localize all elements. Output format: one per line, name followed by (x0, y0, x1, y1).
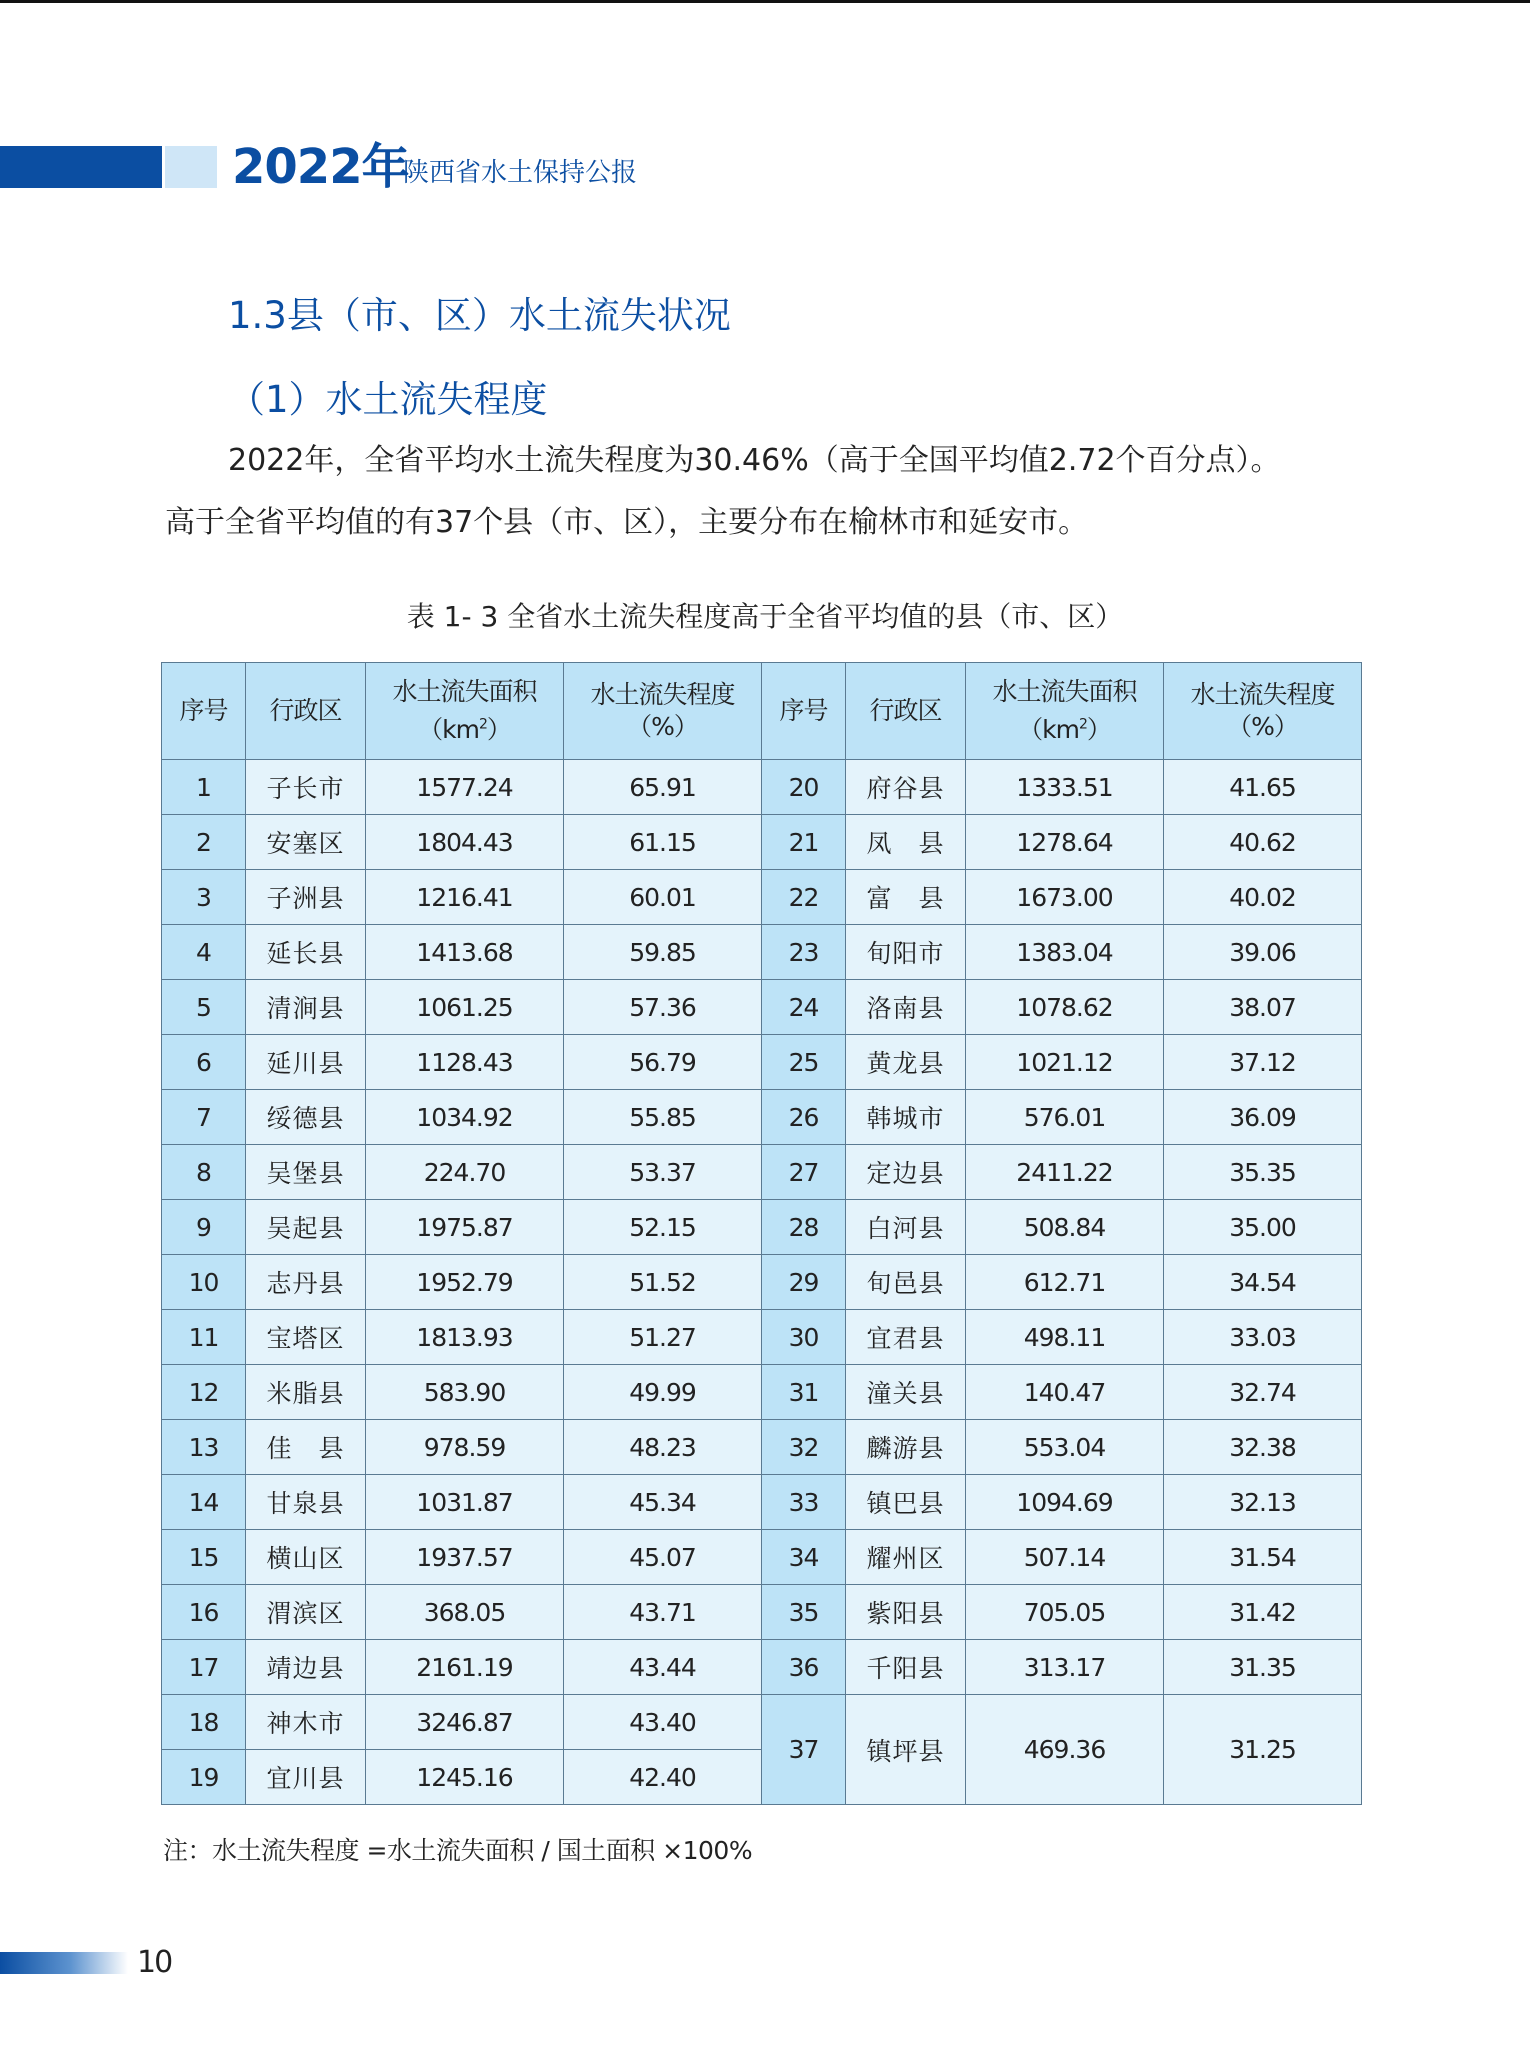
cell-seq: 16 (162, 1585, 246, 1640)
cell-region: 耀州区 (846, 1530, 966, 1585)
cell-region: 吴起县 (246, 1200, 366, 1255)
paragraph-line-2: 高于全省平均值的有37个县（市、区），主要分布在榆林市和延安市。 (165, 505, 1089, 540)
cell-region: 延长县 (246, 925, 366, 980)
cell-seq: 2 (162, 815, 246, 870)
cell-region: 洛南县 (846, 980, 966, 1035)
table-row (162, 1640, 1362, 1695)
cell-degree: 45.07 (564, 1530, 762, 1585)
header-area-unit: $(km^2)$ (418, 714, 511, 744)
cell-degree: 49.99 (564, 1365, 762, 1420)
cell-region: 佳 县 (246, 1420, 366, 1475)
table-row (162, 760, 1362, 815)
cell-seq: 27 (762, 1145, 846, 1200)
section-heading: 1.3县（市、区）水土流失状况 (228, 294, 731, 337)
cell-region: 子长市 (246, 760, 366, 815)
cell-area: 1577.24 (366, 760, 564, 815)
cell-degree: 33.03 (1164, 1310, 1362, 1365)
cell-area: 1021.12 (966, 1035, 1164, 1090)
cell-region: 定边县 (846, 1145, 966, 1200)
cell-seq: 10 (162, 1255, 246, 1310)
cell-degree: 43.44 (564, 1640, 762, 1695)
header-seq: 序号 (162, 663, 246, 760)
cell-degree: 61.15 (564, 815, 762, 870)
cell-degree: 53.37 (564, 1145, 762, 1200)
table-header-row (162, 663, 1362, 760)
cell-degree: 37.12 (1164, 1035, 1362, 1090)
cell-seq: 21 (762, 815, 846, 870)
paragraph-line-1: 2022年，全省平均水土流失程度为30.46%（高于全国平均值2.72个百分点）。 (228, 443, 1281, 478)
page-number: 10 (137, 1945, 172, 1980)
cell-area: 3246.87 (366, 1695, 564, 1750)
cell-seq: 24 (762, 980, 846, 1035)
cell-seq: 17 (162, 1640, 246, 1695)
cell-area: 1952.79 (366, 1255, 564, 1310)
cell-region: 神木市 (246, 1695, 366, 1750)
cell-region: 韩城市 (846, 1090, 966, 1145)
header-region: 行政区 (246, 663, 366, 760)
cell-degree: 31.54 (1164, 1530, 1362, 1585)
table-row (162, 1585, 1362, 1640)
cell-seq: 31 (762, 1365, 846, 1420)
cell-area: 508.84 (966, 1200, 1164, 1255)
cell-region: 潼关县 (846, 1365, 966, 1420)
cell-seq: 7 (162, 1090, 246, 1145)
cell-region: 府谷县 (846, 760, 966, 815)
header-band-light (165, 146, 217, 188)
table-row (162, 1090, 1362, 1145)
table-note: 注：水土流失程度 =水土流失面积 / 国土面积 ×100% (163, 1836, 753, 1865)
cell-area: 576.01 (966, 1090, 1164, 1145)
cell-area: 1078.62 (966, 980, 1164, 1035)
cell-region: 凤 县 (846, 815, 966, 870)
cell-area: 1278.64 (966, 815, 1164, 870)
cell-seq: 36 (762, 1640, 846, 1695)
header-degree-unit-2: （%） (1227, 712, 1298, 741)
cell-region: 绥德县 (246, 1090, 366, 1145)
header-degree-line1-2: 水土流失程度 (1190, 680, 1335, 709)
cell-degree: 36.09 (1164, 1090, 1362, 1145)
cell-area: 140.47 (966, 1365, 1164, 1420)
cell-seq: 34 (762, 1530, 846, 1585)
cell-area: 1031.87 (366, 1475, 564, 1530)
header-area (366, 663, 564, 760)
cell-area: 1094.69 (966, 1475, 1164, 1530)
cell-region: 宜川县 (246, 1750, 366, 1805)
cell-region: 清涧县 (246, 980, 366, 1035)
cell-seq: 3 (162, 870, 246, 925)
cell-seq: 13 (162, 1420, 246, 1475)
cell-area: 1216.41 (366, 870, 564, 925)
cell-degree: 60.01 (564, 870, 762, 925)
cell-seq: 23 (762, 925, 846, 980)
cell-area: 498.11 (966, 1310, 1164, 1365)
cell-seq: 33 (762, 1475, 846, 1530)
cell-degree: 57.36 (564, 980, 762, 1035)
cell-degree: 42.40 (564, 1750, 762, 1805)
cell-seq: 30 (762, 1310, 846, 1365)
cell-region: 米脂县 (246, 1365, 366, 1420)
cell-degree: 65.91 (564, 760, 762, 815)
header-degree-line1: 水土流失程度 (590, 680, 735, 709)
data-table (161, 662, 1362, 1805)
cell-seq: 12 (162, 1365, 246, 1420)
cell-seq: 29 (762, 1255, 846, 1310)
header-area-2 (966, 663, 1164, 760)
cell-degree: 32.13 (1164, 1475, 1362, 1530)
table-row (162, 1145, 1362, 1200)
table-row (162, 925, 1362, 980)
table-row (162, 1695, 1362, 1750)
header-year: 2022年 (232, 139, 409, 195)
cell-region: 旬阳市 (846, 925, 966, 980)
cell-degree: 59.85 (564, 925, 762, 980)
cell-area: 1061.25 (366, 980, 564, 1035)
cell-degree: 56.79 (564, 1035, 762, 1090)
table-row (162, 815, 1362, 870)
cell-region: 子洲县 (246, 870, 366, 925)
cell-region: 千阳县 (846, 1640, 966, 1695)
cell-region: 宜君县 (846, 1310, 966, 1365)
cell-seq: 20 (762, 760, 846, 815)
cell-region: 宝塔区 (246, 1310, 366, 1365)
cell-degree: 32.74 (1164, 1365, 1362, 1420)
cell-area: 1128.43 (366, 1035, 564, 1090)
cell-region: 麟游县 (846, 1420, 966, 1475)
table-row (162, 980, 1362, 1035)
cell-degree: 45.34 (564, 1475, 762, 1530)
cell-area: 553.04 (966, 1420, 1164, 1475)
table-row (162, 1255, 1362, 1310)
cell-seq: 22 (762, 870, 846, 925)
cell-area: 224.70 (366, 1145, 564, 1200)
cell-seq: 35 (762, 1585, 846, 1640)
cell-seq: 1 (162, 760, 246, 815)
header-degree-2 (1164, 663, 1362, 760)
cell-area: 1937.57 (366, 1530, 564, 1585)
table-row (162, 1365, 1362, 1420)
cell-degree: 34.54 (1164, 1255, 1362, 1310)
cell-degree: 40.02 (1164, 870, 1362, 925)
cell-region: 安塞区 (246, 815, 366, 870)
cell-region: 旬邑县 (846, 1255, 966, 1310)
header-title: 陕西省水土保持公报 (403, 158, 638, 188)
cell-area: 507.14 (966, 1530, 1164, 1585)
cell-degree: 51.27 (564, 1310, 762, 1365)
cell-region: 甘泉县 (246, 1475, 366, 1530)
cell-degree: 43.71 (564, 1585, 762, 1640)
cell-area: 2161.19 (366, 1640, 564, 1695)
cell-area: 469.36 (966, 1695, 1164, 1805)
cell-area: 368.05 (366, 1585, 564, 1640)
top-rule (0, 0, 1530, 3)
table-row (162, 1310, 1362, 1365)
cell-area: 705.05 (966, 1585, 1164, 1640)
cell-area: 1034.92 (366, 1090, 564, 1145)
cell-seq: 9 (162, 1200, 246, 1255)
cell-area: 1245.16 (366, 1750, 564, 1805)
cell-degree: 31.35 (1164, 1640, 1362, 1695)
cell-region: 富 县 (846, 870, 966, 925)
cell-area: 1813.93 (366, 1310, 564, 1365)
cell-region: 吴堡县 (246, 1145, 366, 1200)
cell-area: 313.17 (966, 1640, 1164, 1695)
cell-area: 583.90 (366, 1365, 564, 1420)
header-degree-unit: （%） (627, 712, 698, 741)
cell-seq: 6 (162, 1035, 246, 1090)
table-row (162, 870, 1362, 925)
cell-seq: 37 (762, 1695, 846, 1805)
cell-degree: 35.00 (1164, 1200, 1362, 1255)
cell-seq: 32 (762, 1420, 846, 1475)
cell-region: 镇巴县 (846, 1475, 966, 1530)
cell-degree: 48.23 (564, 1420, 762, 1475)
cell-degree: 38.07 (1164, 980, 1362, 1035)
cell-area: 1804.43 (366, 815, 564, 870)
cell-degree: 51.52 (564, 1255, 762, 1310)
header-degree (564, 663, 762, 760)
cell-seq: 5 (162, 980, 246, 1035)
cell-region: 志丹县 (246, 1255, 366, 1310)
cell-degree: 55.85 (564, 1090, 762, 1145)
cell-region: 紫阳县 (846, 1585, 966, 1640)
footer-bar (0, 1952, 128, 1974)
cell-degree: 35.35 (1164, 1145, 1362, 1200)
cell-area: 1673.00 (966, 870, 1164, 925)
cell-region: 白河县 (846, 1200, 966, 1255)
table-row (162, 1475, 1362, 1530)
header-seq-2: 序号 (762, 663, 846, 760)
cell-seq: 4 (162, 925, 246, 980)
table-caption: 表 1- 3 全省水土流失程度高于全省平均值的县（市、区） (406, 600, 1124, 633)
table-row (162, 1035, 1362, 1090)
cell-region: 渭滨区 (246, 1585, 366, 1640)
cell-degree: 39.06 (1164, 925, 1362, 980)
cell-seq: 14 (162, 1475, 246, 1530)
cell-area: 2411.22 (966, 1145, 1164, 1200)
header-region-2: 行政区 (846, 663, 966, 760)
cell-area: 1975.87 (366, 1200, 564, 1255)
cell-region: 黄龙县 (846, 1035, 966, 1090)
cell-area: 1383.04 (966, 925, 1164, 980)
cell-area: 978.59 (366, 1420, 564, 1475)
cell-seq: 18 (162, 1695, 246, 1750)
cell-seq: 26 (762, 1090, 846, 1145)
cell-region: 延川县 (246, 1035, 366, 1090)
cell-seq: 15 (162, 1530, 246, 1585)
cell-seq: 19 (162, 1750, 246, 1805)
header-band-dark (0, 146, 162, 188)
cell-degree: 31.42 (1164, 1585, 1362, 1640)
cell-region: 靖边县 (246, 1640, 366, 1695)
cell-seq: 28 (762, 1200, 846, 1255)
sub-heading: （1）水土流失程度 (228, 378, 548, 421)
cell-region: 镇坪县 (846, 1695, 966, 1805)
table-row (162, 1200, 1362, 1255)
header-area-line1-2: 水土流失面积 (992, 677, 1137, 707)
cell-seq: 25 (762, 1035, 846, 1090)
cell-area: 1413.68 (366, 925, 564, 980)
cell-degree: 31.25 (1164, 1695, 1362, 1805)
cell-seq: 11 (162, 1310, 246, 1365)
header-area-unit-2: $(km^2)$ (1018, 714, 1111, 744)
cell-degree: 43.40 (564, 1695, 762, 1750)
cell-area: 1333.51 (966, 760, 1164, 815)
cell-degree: 40.62 (1164, 815, 1362, 870)
cell-region: 横山区 (246, 1530, 366, 1585)
table-row (162, 1420, 1362, 1475)
cell-seq: 8 (162, 1145, 246, 1200)
cell-degree: 52.15 (564, 1200, 762, 1255)
cell-degree: 32.38 (1164, 1420, 1362, 1475)
cell-area: 612.71 (966, 1255, 1164, 1310)
header-area-line1: 水土流失面积 (392, 677, 537, 707)
table-row (162, 1530, 1362, 1585)
cell-degree: 41.65 (1164, 760, 1362, 815)
